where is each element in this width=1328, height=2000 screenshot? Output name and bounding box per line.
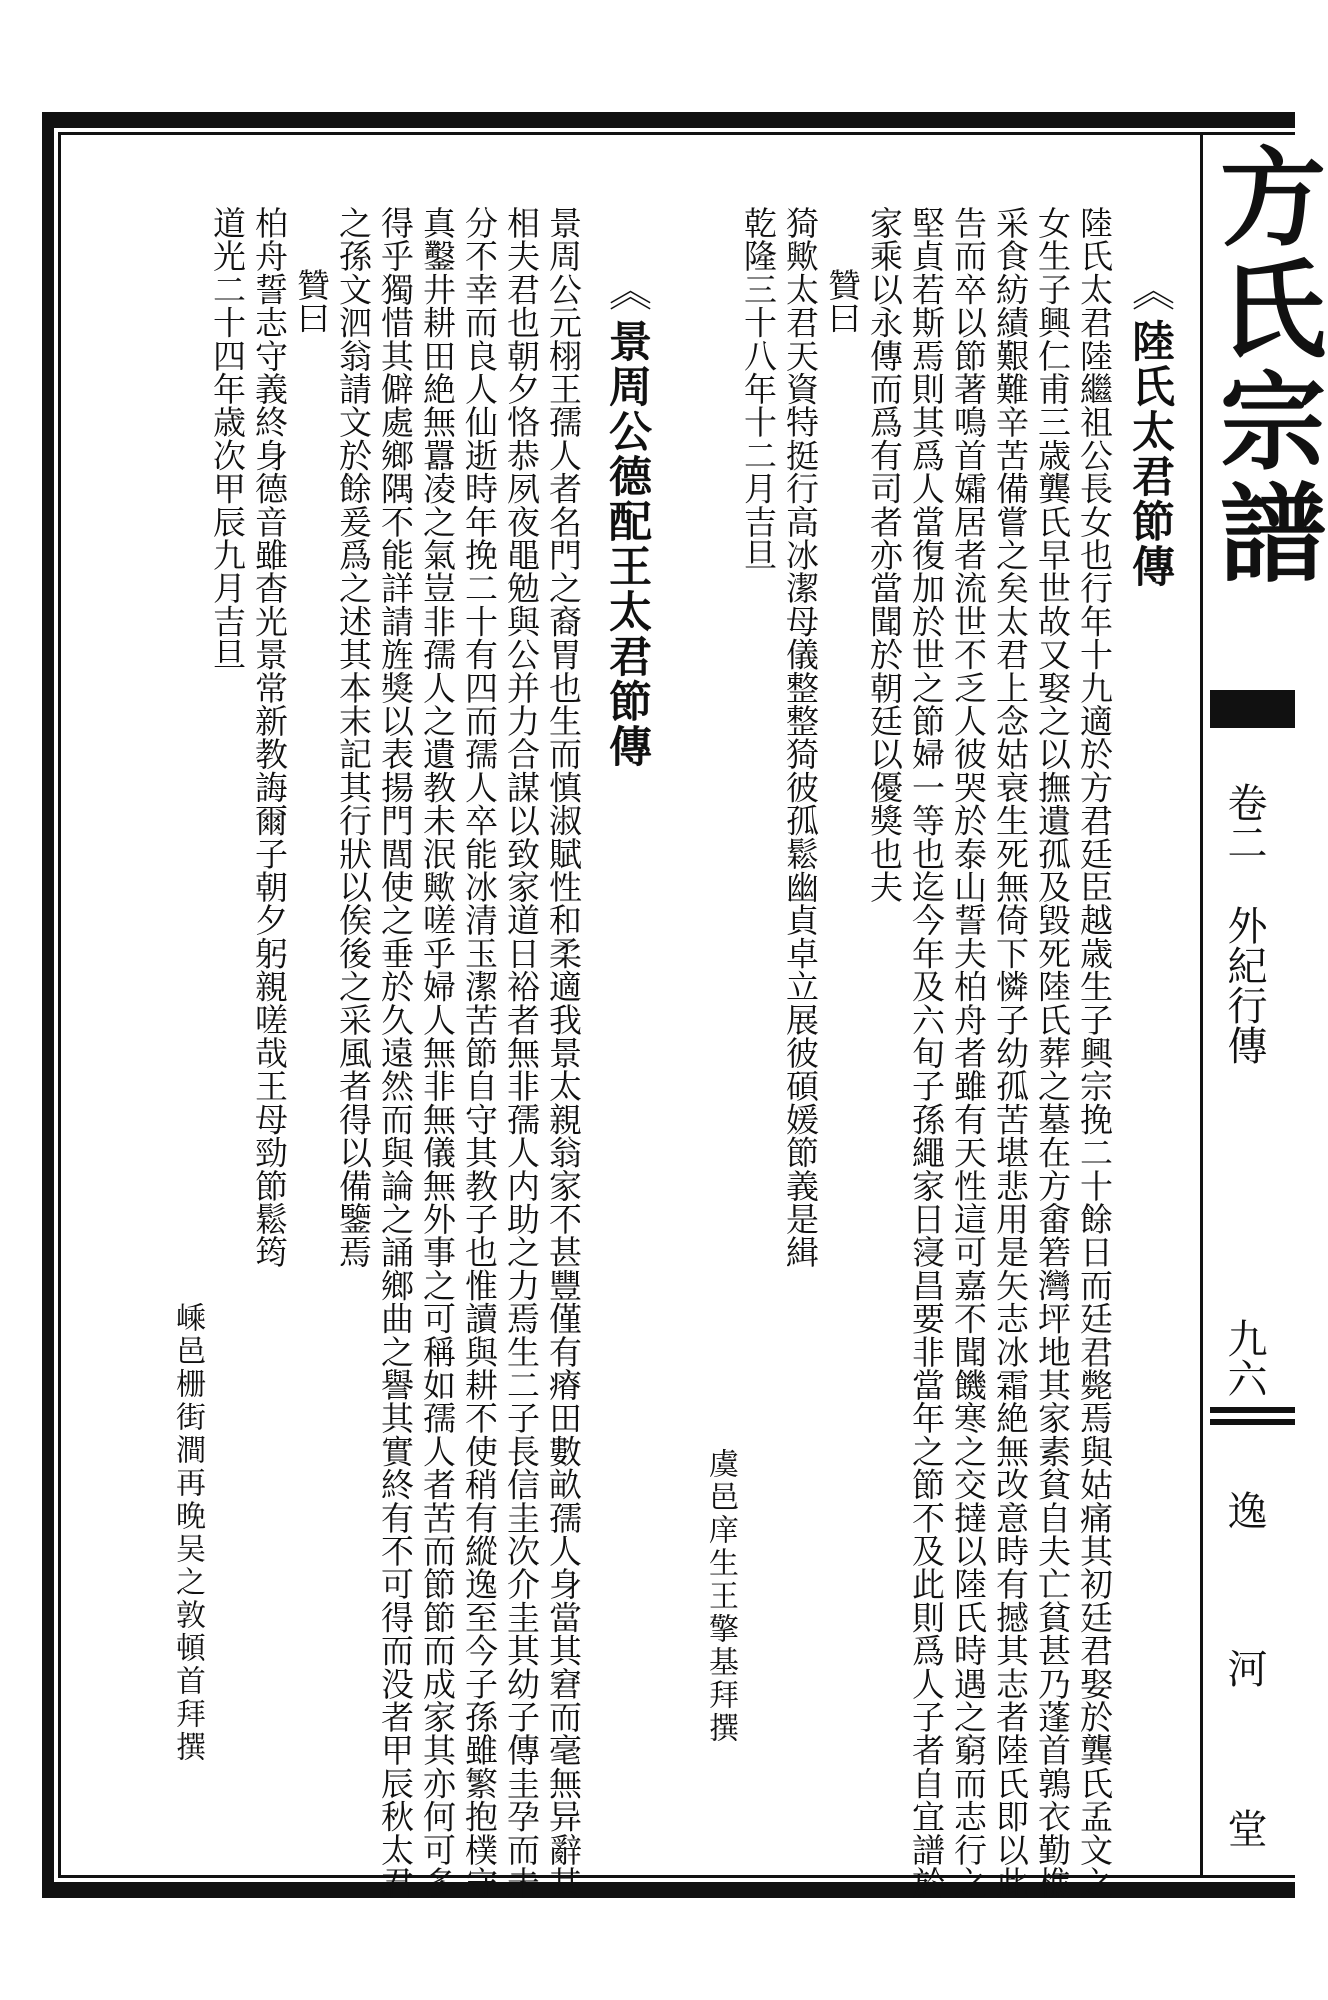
heading-text: 陸氏太君節傳 (1125, 319, 1175, 589)
hall-name-char: 逸 (1221, 1490, 1267, 1530)
heading-bracket-mark: 《 (602, 268, 652, 313)
paragraph-line: 之孫文泗翁請文於餘爰爲之述其本末記其行狀以俟後之采風者得以備鑒焉 (334, 206, 373, 1269)
section-label: 外紀行傳 (1221, 905, 1267, 1065)
author-signature: 虞邑庠生王擎基拜撰 (703, 1448, 738, 1745)
hall-name-char: 河 (1221, 1648, 1267, 1688)
paragraph-line: 告而卒以節著鳴首孀居者流世不乏人彼哭於泰山誓夫柏舟者雖有天性這可嘉不聞饑寒之交撻以陸氏時遇之窮而志行之 (949, 206, 988, 1900)
spine-divider-rule-bottom (1210, 1419, 1295, 1425)
paragraph-line: 得乎獨惜其僻處鄉隅不能詳請旌獎以表揚門閭使之垂於久遠然而與論之誦鄉曲之譽其實終有不可得而没者甲辰秋太君 (376, 206, 415, 1900)
article-heading (1125, 268, 1175, 589)
zan-line: 柏舟誓志守義終身德音雖杳光景常新教誨爾子朝夕躬親嗟哉王母勁節鬆筠 (250, 206, 289, 1269)
genealogy-title: 方氏宗譜 (1203, 142, 1328, 590)
paragraph-line: 陸氏太君陸繼祖公長女也行年十九適於方君廷臣越歳生子興宗挽二十餘日而廷君斃焉與姑痛其初廷君娶於龔氏孟文之 (1075, 206, 1114, 1900)
spine-divider-rule-top (1210, 1407, 1295, 1413)
zan-label: 贊曰 (292, 268, 331, 335)
paragraph-line: 采食紡績艱難辛苦備嘗之矣太君上念姑衰生死無倚下憐子幼孤苦堪悲用是矢志冰霜絶無改意時有撼其志者陸氏即以此 (991, 206, 1030, 1900)
paragraph-line: 堅貞若斯焉則其爲人當復加於世之節婦一等也迄今年及六旬子孫繩家日寖昌要非當年之節不及此則爲人子者自宜譜於 (907, 206, 946, 1900)
page-number: 九六 (1221, 1318, 1267, 1398)
paragraph-line: 相夫君也朝夕恪恭夙夜黽勉與公并力合謀以致家道日裕者無非孺人内助之力焉生二子長信圭次介圭其幼子傳圭孕而未 (502, 206, 541, 1900)
paragraph-line: 家乘以永傳而爲有司者亦當聞於朝廷以優獎也夫 (865, 206, 904, 904)
heading-bracket-mark: 《 (1125, 268, 1175, 313)
author-signature: 嵊邑栅街澗再晚吴之敦頓首拜撰 (170, 1302, 205, 1764)
heading-text: 景周公德配王太君節傳 (602, 319, 652, 769)
paragraph-line: 分不幸而良人仙逝時年挽二十有四而孺人卒能冰清玉潔苦節自守其教子也惟讀與耕不使稍有縱逸至今子孫雖繁抱樸守 (460, 206, 499, 1900)
date-line: 道光二十四年歳次甲辰九月吉旦 (208, 206, 247, 671)
spine-divider-band (1210, 690, 1295, 728)
volume-label: 卷二 (1221, 782, 1267, 862)
paragraph-line: 女生子興仁甫三歳龔氏早世故又娶之以撫遺孤及毀死陸氏葬之墓在方畬箬灣坪地其家素貧自夫亡貧甚乃蓬首鶉衣勤樵 (1033, 206, 1072, 1900)
date-line: 乾隆三十八年十二月吉旦 (739, 206, 778, 572)
article-heading (602, 268, 652, 769)
zan-line: 猗歟太君天資特挺行高冰潔母儀整整猗彼孤鬆幽貞卓立展彼碩媛節義是緝 (781, 206, 820, 1269)
paragraph-line: 景周公元栩王孺人者名門之裔胃也生而慎淑賦性和柔適我景太親翁家不甚豐僅有瘠田數畝孺人身當其窘而毫無异辭其 (544, 206, 583, 1900)
paragraph-line: 真鑿井耕田絶無囂凌之氣豈非孺人之遺教未泯歟嗟乎婦人無非無儀無外事之可稱如孺人者苦而節節而成家其亦何可多 (418, 206, 457, 1900)
hall-name-char: 堂 (1221, 1808, 1267, 1848)
zan-label: 贊曰 (823, 268, 862, 335)
